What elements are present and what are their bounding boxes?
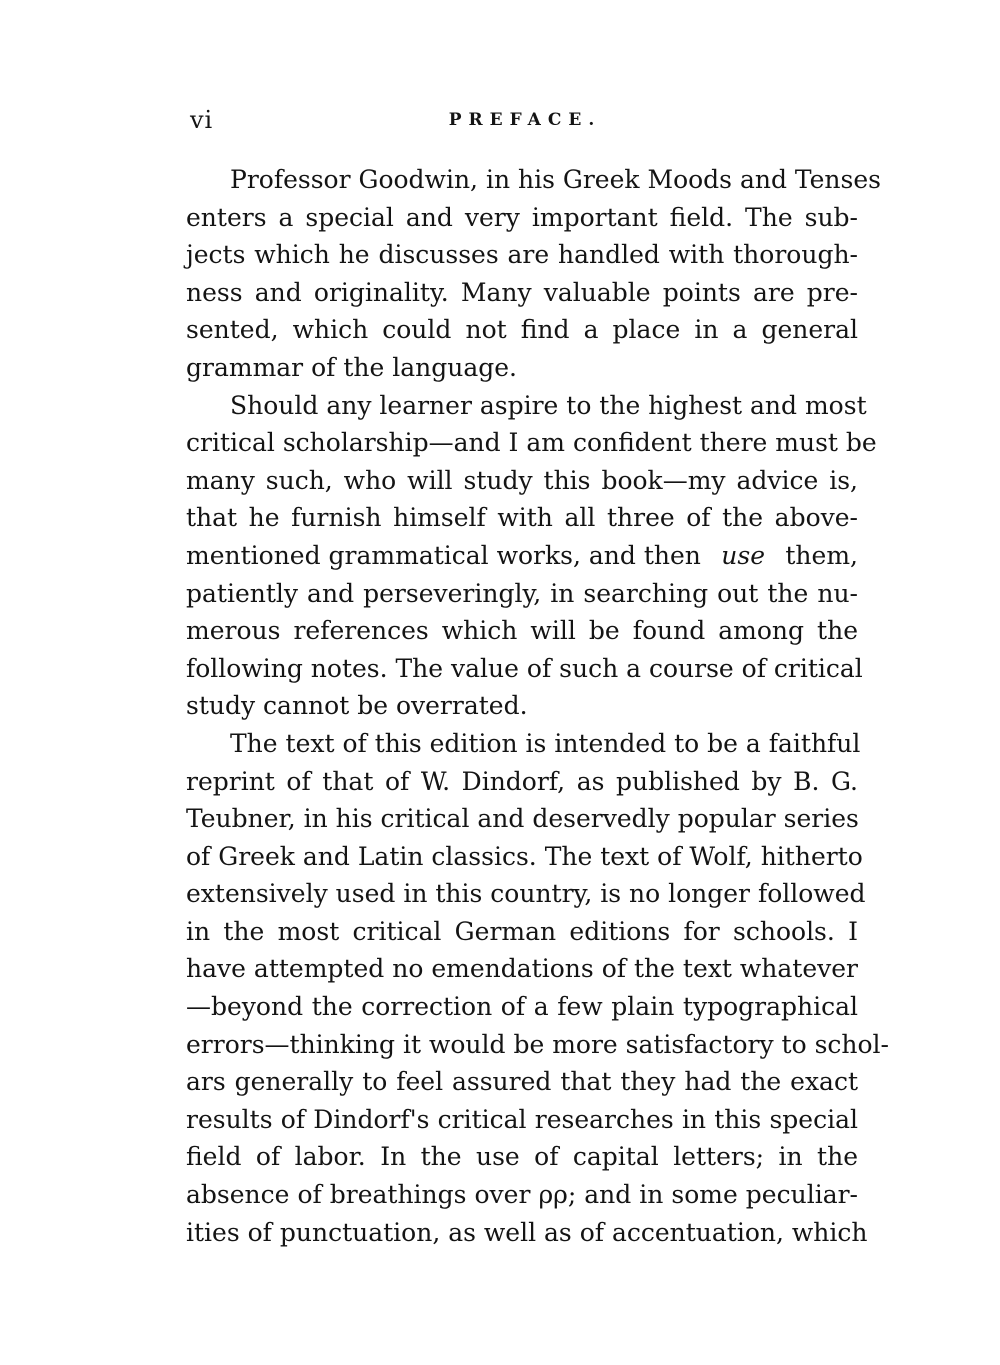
- body-text: [186, 161, 890, 1251]
- text-line: Professor Goodwin, in his Greek Moods and Tenses: [230, 165, 881, 194]
- paragraph-2: [186, 387, 877, 725]
- text-line: ities of punctuation, as well as of accentuation, which: [186, 1217, 868, 1247]
- text-segment: them,: [785, 540, 858, 570]
- text-line: grammar of the language.: [186, 352, 517, 382]
- page-header: [190, 106, 860, 136]
- text-line: ars generally to feel assured that they had the exact: [186, 1067, 858, 1097]
- text-line: Should any learner aspire to the highest and most: [230, 390, 867, 420]
- text-line: reprint of that of W. Dindorf, as published by B. G.: [186, 766, 858, 796]
- text-line: jects which he discusses are handled with thorough-: [186, 240, 858, 270]
- text-line: study cannot be overrated.: [186, 691, 528, 721]
- text-line-mixed: [186, 537, 858, 575]
- paragraph-1: [186, 161, 881, 387]
- text-line: in the most critical German editions for schools. I: [186, 916, 858, 946]
- text-line: sented, which could not find a place in a general: [186, 315, 858, 345]
- page-number: vi: [190, 106, 214, 134]
- text-line: merous references which will be found among the: [186, 616, 858, 646]
- text-segment: mentioned grammatical works, and then: [186, 540, 701, 570]
- text-line: that he furnish himself with all three of the above-: [186, 503, 858, 533]
- text-line: field of labor. In the use of capital letters; in the: [186, 1142, 858, 1172]
- text-line: The text of this edition is intended to be a faithful: [230, 728, 861, 758]
- paragraph-3: [186, 725, 890, 1251]
- text-line: many such, who will study this book—my advice is,: [186, 465, 858, 495]
- text-line: following notes. The value of such a course of critical: [186, 653, 863, 683]
- text-line: have attempted no emendations of the text whatever: [186, 954, 858, 984]
- text-line: enters a special and very important field. The sub-: [186, 202, 858, 232]
- text-line: patiently and perseveringly, in searching out the nu-: [186, 578, 858, 608]
- text-line: absence of breathings over ρρ; and in some peculiar-: [186, 1180, 858, 1210]
- text-line: of Greek and Latin classics. The text of Wolf, hitherto: [186, 841, 863, 871]
- text-line: critical scholarship—and I am confident there must be: [186, 428, 877, 458]
- text-line: —beyond the correction of a few plain typographical: [186, 992, 858, 1022]
- text-line: results of Dindorf's critical researches in this special: [186, 1104, 858, 1134]
- running-title: PREFACE.: [448, 110, 602, 130]
- italic-word: use: [721, 540, 765, 570]
- text-line: errors—thinking it would be more satisfactory to schol-: [186, 1029, 890, 1059]
- text-line: Teubner, in his critical and deservedly popular series: [186, 804, 859, 834]
- text-line: ness and originality. Many valuable points are pre-: [186, 277, 858, 307]
- text-line: extensively used in this country, is no longer followed: [186, 879, 866, 909]
